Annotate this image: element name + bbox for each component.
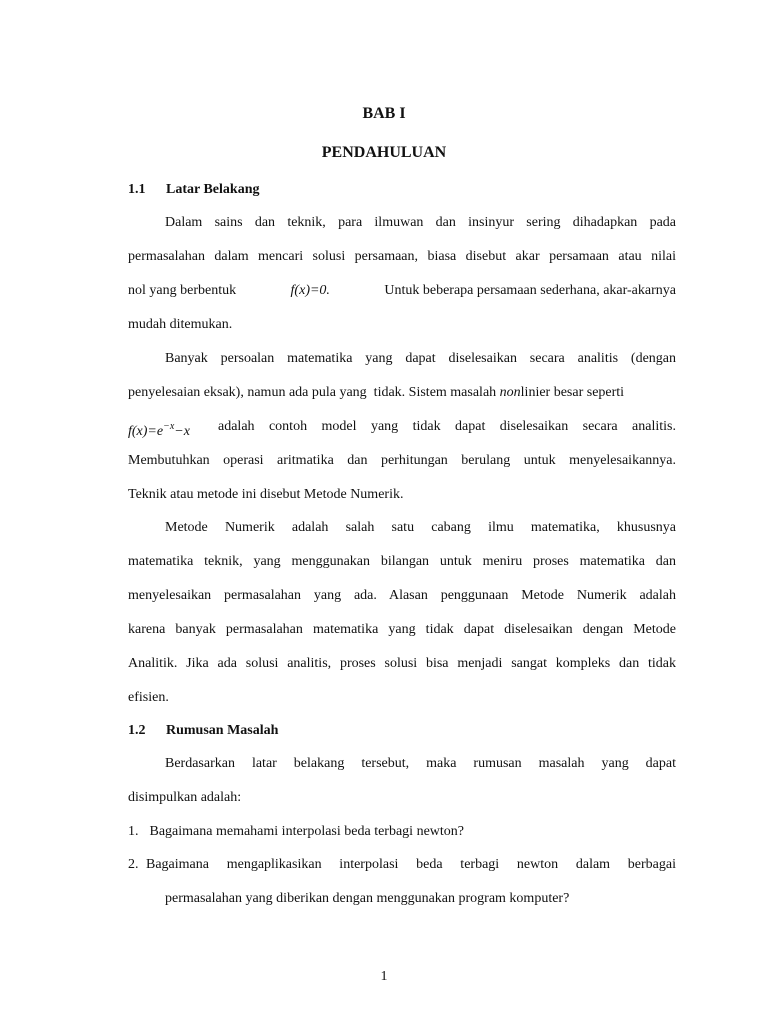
list-number: 1. — [128, 824, 139, 839]
list-item-continuation: permasalahan yang diberikan dengan menggunakan program komputer? — [165, 891, 570, 906]
paragraph-line: matematika teknik, yang menggunakan bilangan untuk meniru proses matematika dan — [128, 554, 676, 569]
formula-part: f(x)=e — [128, 424, 164, 439]
paragraph-text: penyelesaian eksak), namun ada pula yang tidak. Sistem masalah — [128, 385, 500, 400]
paragraph-line: karena banyak permasalahan matematika yang tidak dapat diselesaikan dengan Metode — [128, 622, 676, 637]
paragraph-line: Dalam sains dan teknik, para ilmuwan dan insinyur sering dihadapkan pada — [165, 215, 676, 230]
paragraph-line: Membutuhkan operasi aritmatika dan perhitungan berulang untuk menyelesaikannya. — [128, 453, 676, 468]
chapter-number: BAB I — [362, 105, 406, 122]
paragraph-line-with-formula — [128, 418, 676, 441]
chapter-title: PENDAHULUAN — [321, 144, 447, 161]
paragraph-text: adalah contoh model yang tidak dapat diselesaikan secara analitis. — [218, 419, 676, 434]
section-number: 1.2 — [128, 723, 146, 738]
paragraph-text: linier besar seperti — [520, 385, 625, 400]
list-item — [128, 823, 676, 841]
section-title: Rumusan Masalah — [166, 723, 279, 738]
formula-exponential — [128, 418, 190, 441]
formula-superscript: −x — [163, 421, 175, 432]
paragraph-line: mudah ditemukan. — [128, 317, 233, 332]
paragraph-line: Berdasarkan latar belakang tersebut, maka rumusan masalah yang dapat — [165, 756, 676, 771]
list-text: Bagaimana memahami interpolasi beda terbagi newton? — [149, 824, 464, 839]
section-heading-rumusan-masalah — [128, 722, 676, 740]
paragraph-line-with-italic — [128, 384, 676, 402]
section-number: 1.1 — [128, 182, 146, 197]
paragraph-line: Metode Numerik adalah salah satu cabang ilmu matematika, khususnya — [165, 520, 676, 535]
section-title: Latar Belakang — [166, 182, 260, 197]
list-number: 2. — [128, 857, 139, 872]
formula-fx-zero: f(x)=0. — [290, 283, 330, 298]
paragraph-line-with-formula — [128, 282, 676, 300]
paragraph-line: disimpulkan adalah: — [128, 790, 242, 805]
paragraph-line: menyelesaikan permasalahan yang ada. Alasan penggunaan Metode Numerik adalah — [128, 588, 676, 603]
paragraph-line: efisien. — [128, 690, 169, 705]
formula-part: −x — [174, 424, 190, 439]
paragraph-line: Teknik atau metode ini disebut Metode Numerik. — [128, 487, 404, 502]
italic-text: non — [499, 385, 521, 400]
paragraph-text: nol yang berbentuk — [128, 283, 237, 298]
list-text: Bagaimana mengaplikasikan interpolasi beda terbagi newton dalam berbagai — [146, 857, 676, 872]
list-item — [128, 856, 676, 874]
paragraph-text: Untuk beberapa persamaan sederhana, akar-akarnya — [384, 283, 676, 298]
section-heading-latar-belakang — [128, 181, 676, 199]
page-number: 1 — [380, 969, 388, 984]
paragraph-line: permasalahan dalam mencari solusi persamaan, biasa disebut akar persamaan atau nilai — [128, 249, 676, 264]
paragraph-line: Analitik. Jika ada solusi analitis, proses solusi bisa menjadi sangat kompleks dan tidak — [128, 656, 676, 671]
paragraph-line: Banyak persoalan matematika yang dapat diselesaikan secara analitis (dengan — [165, 351, 676, 366]
